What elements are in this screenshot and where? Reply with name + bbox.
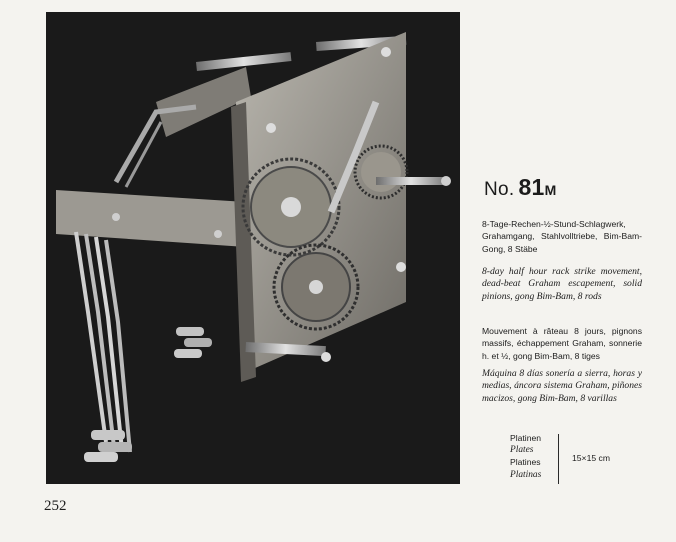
page-number: 252 — [44, 498, 67, 514]
plates-label-de: Platinen — [510, 433, 542, 443]
movement-photo — [46, 12, 460, 484]
plates-label-fr: Platines — [510, 457, 541, 468]
plates-divider — [558, 434, 559, 484]
description-english: 8-day half hour rack strike movement, dead-beat Graham escapement, solid pinions, gong Bim-Bam, 8 rods — [482, 266, 642, 302]
model-digits: 81 — [518, 174, 545, 200]
plates-labels — [510, 432, 541, 481]
plates-size: 15×15 cm — [572, 453, 610, 463]
description-spanish: Máquina 8 días sonería a sierra, horas y medias, áncora sistema Graham, piñones macizos, gong Bim-Bam, 8 varillas — [482, 368, 642, 404]
model-number — [484, 174, 557, 201]
model-prefix: No. — [484, 179, 515, 200]
description-french: Mouvement à râteau 8 jours, pignons massifs, échappement Graham, sonnerie h. et ½, gong Bim-Bam, 8 tiges — [482, 326, 642, 361]
plates-label-en: Plates — [510, 445, 534, 456]
description-german: 8-Tage-Rechen-½-Stund-Schlagwerk, Grahamgang, Stahlvolltriebe, Bim-Bam-Gong, 8 Stäbe — [482, 219, 642, 254]
plates-label-es: Platinas — [510, 469, 542, 480]
model-suffix: M — [544, 182, 557, 198]
